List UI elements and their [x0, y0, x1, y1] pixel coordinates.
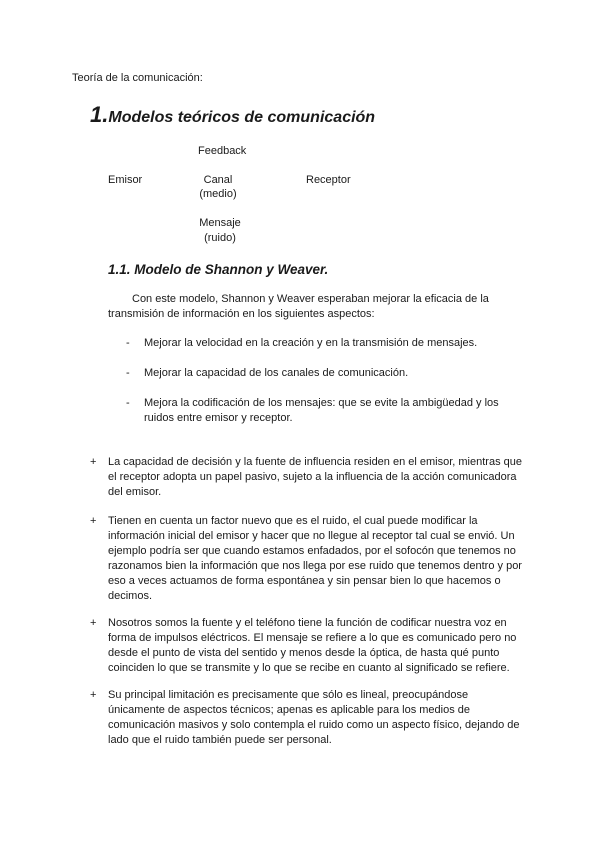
- heading-1-text: Modelos teóricos de comunicación: [108, 109, 376, 126]
- diagram-canal-sub: (medio): [199, 188, 237, 200]
- plus-marker: +: [90, 617, 97, 629]
- diagram-emisor: Emisor: [108, 174, 143, 186]
- plus-item-line: el receptor adopta un papel pasivo, sujeto a la influencia de la acción comunicadora: [108, 471, 517, 483]
- plus-item-line: Nosotros somos la fuente y el teléfono tiene la función de codificar nuestra voz en: [108, 617, 507, 629]
- diagram-mensaje-sub: (ruido): [204, 232, 236, 244]
- intro-line: transmisión de información en los siguientes aspectos:: [108, 308, 375, 320]
- plus-item-line: La capacidad de decisión y la fuente de influencia residen en el emisor, mientras que: [108, 456, 522, 468]
- plus-item-line: decimos.: [108, 590, 153, 602]
- diagram-receptor: Receptor: [306, 174, 351, 186]
- dash-item-line: Mejorar la velocidad en la creación y en la transmisión de mensajes.: [144, 337, 478, 349]
- plus-marker: +: [90, 689, 97, 701]
- plus-marker: +: [90, 456, 97, 468]
- intro-line: Con este modelo, Shannon y Weaver esperaban mejorar la eficacia de la: [132, 293, 489, 305]
- plus-item-line: desde el punto de vista del sentido y menos desde la óptica, de hasta qué punto: [108, 647, 500, 659]
- plus-item-line: Su principal limitación es precisamente que sólo es lineal, preocupándose: [108, 689, 469, 701]
- heading-1-number: 1.: [90, 102, 109, 127]
- plus-item-line: forma de impulsos eléctricos. El mensaje se refiere a lo que es comunicado pero no: [108, 632, 517, 644]
- plus-item-line: información inicial del emisor y hacer que no llegue al receptor tal cual se envió. Un: [108, 530, 515, 542]
- plus-item-line: ejemplo podría ser que cuando estamos enfadados, por el sofocón que tenemos no: [108, 545, 516, 557]
- dash-marker: -: [126, 397, 130, 409]
- dash-item-line: ruidos entre emisor y receptor.: [144, 412, 293, 424]
- plus-item-line: comunicación masivos y solo contempla el ruido como un aspecto físico, dejando de: [108, 719, 520, 731]
- dash-item-line: Mejora la codificación de los mensajes: que se evite la ambigüedad y los: [144, 397, 499, 409]
- plus-item-line: del emisor.: [108, 486, 162, 498]
- diagram-mensaje: Mensaje: [199, 217, 241, 229]
- plus-item-line: coinciden lo que se transmite y lo que se recibe en cuanto al significado se refiere.: [108, 662, 510, 674]
- document-title: Teoría de la comunicación:: [72, 72, 203, 84]
- diagram-canal: Canal: [203, 174, 233, 186]
- plus-item-line: Tienen en cuenta un factor nuevo que es el ruido, el cual puede modificar la: [108, 515, 478, 527]
- heading-2: 1.1. Modelo de Shannon y Weaver.: [108, 262, 329, 277]
- diagram-feedback: Feedback: [198, 145, 247, 157]
- plus-item-line: lado que el ruido también puede ser personal.: [108, 734, 332, 746]
- plus-item-line: únicamente de aspectos técnicos; apenas es aplicable para los medios de: [108, 704, 471, 716]
- heading-1: [90, 102, 375, 128]
- dash-marker: -: [126, 337, 130, 349]
- plus-item-line: razonamos bien la información que nos llega por ese ruido que tenemos dentro y por: [108, 560, 522, 572]
- dash-marker: -: [126, 367, 130, 379]
- plus-item-line: eso a veces actuamos de forma espontánea y sin pensar bien lo que hacemos o: [108, 575, 501, 587]
- dash-item-line: Mejorar la capacidad de los canales de comunicación.: [144, 367, 409, 379]
- plus-marker: +: [90, 515, 97, 527]
